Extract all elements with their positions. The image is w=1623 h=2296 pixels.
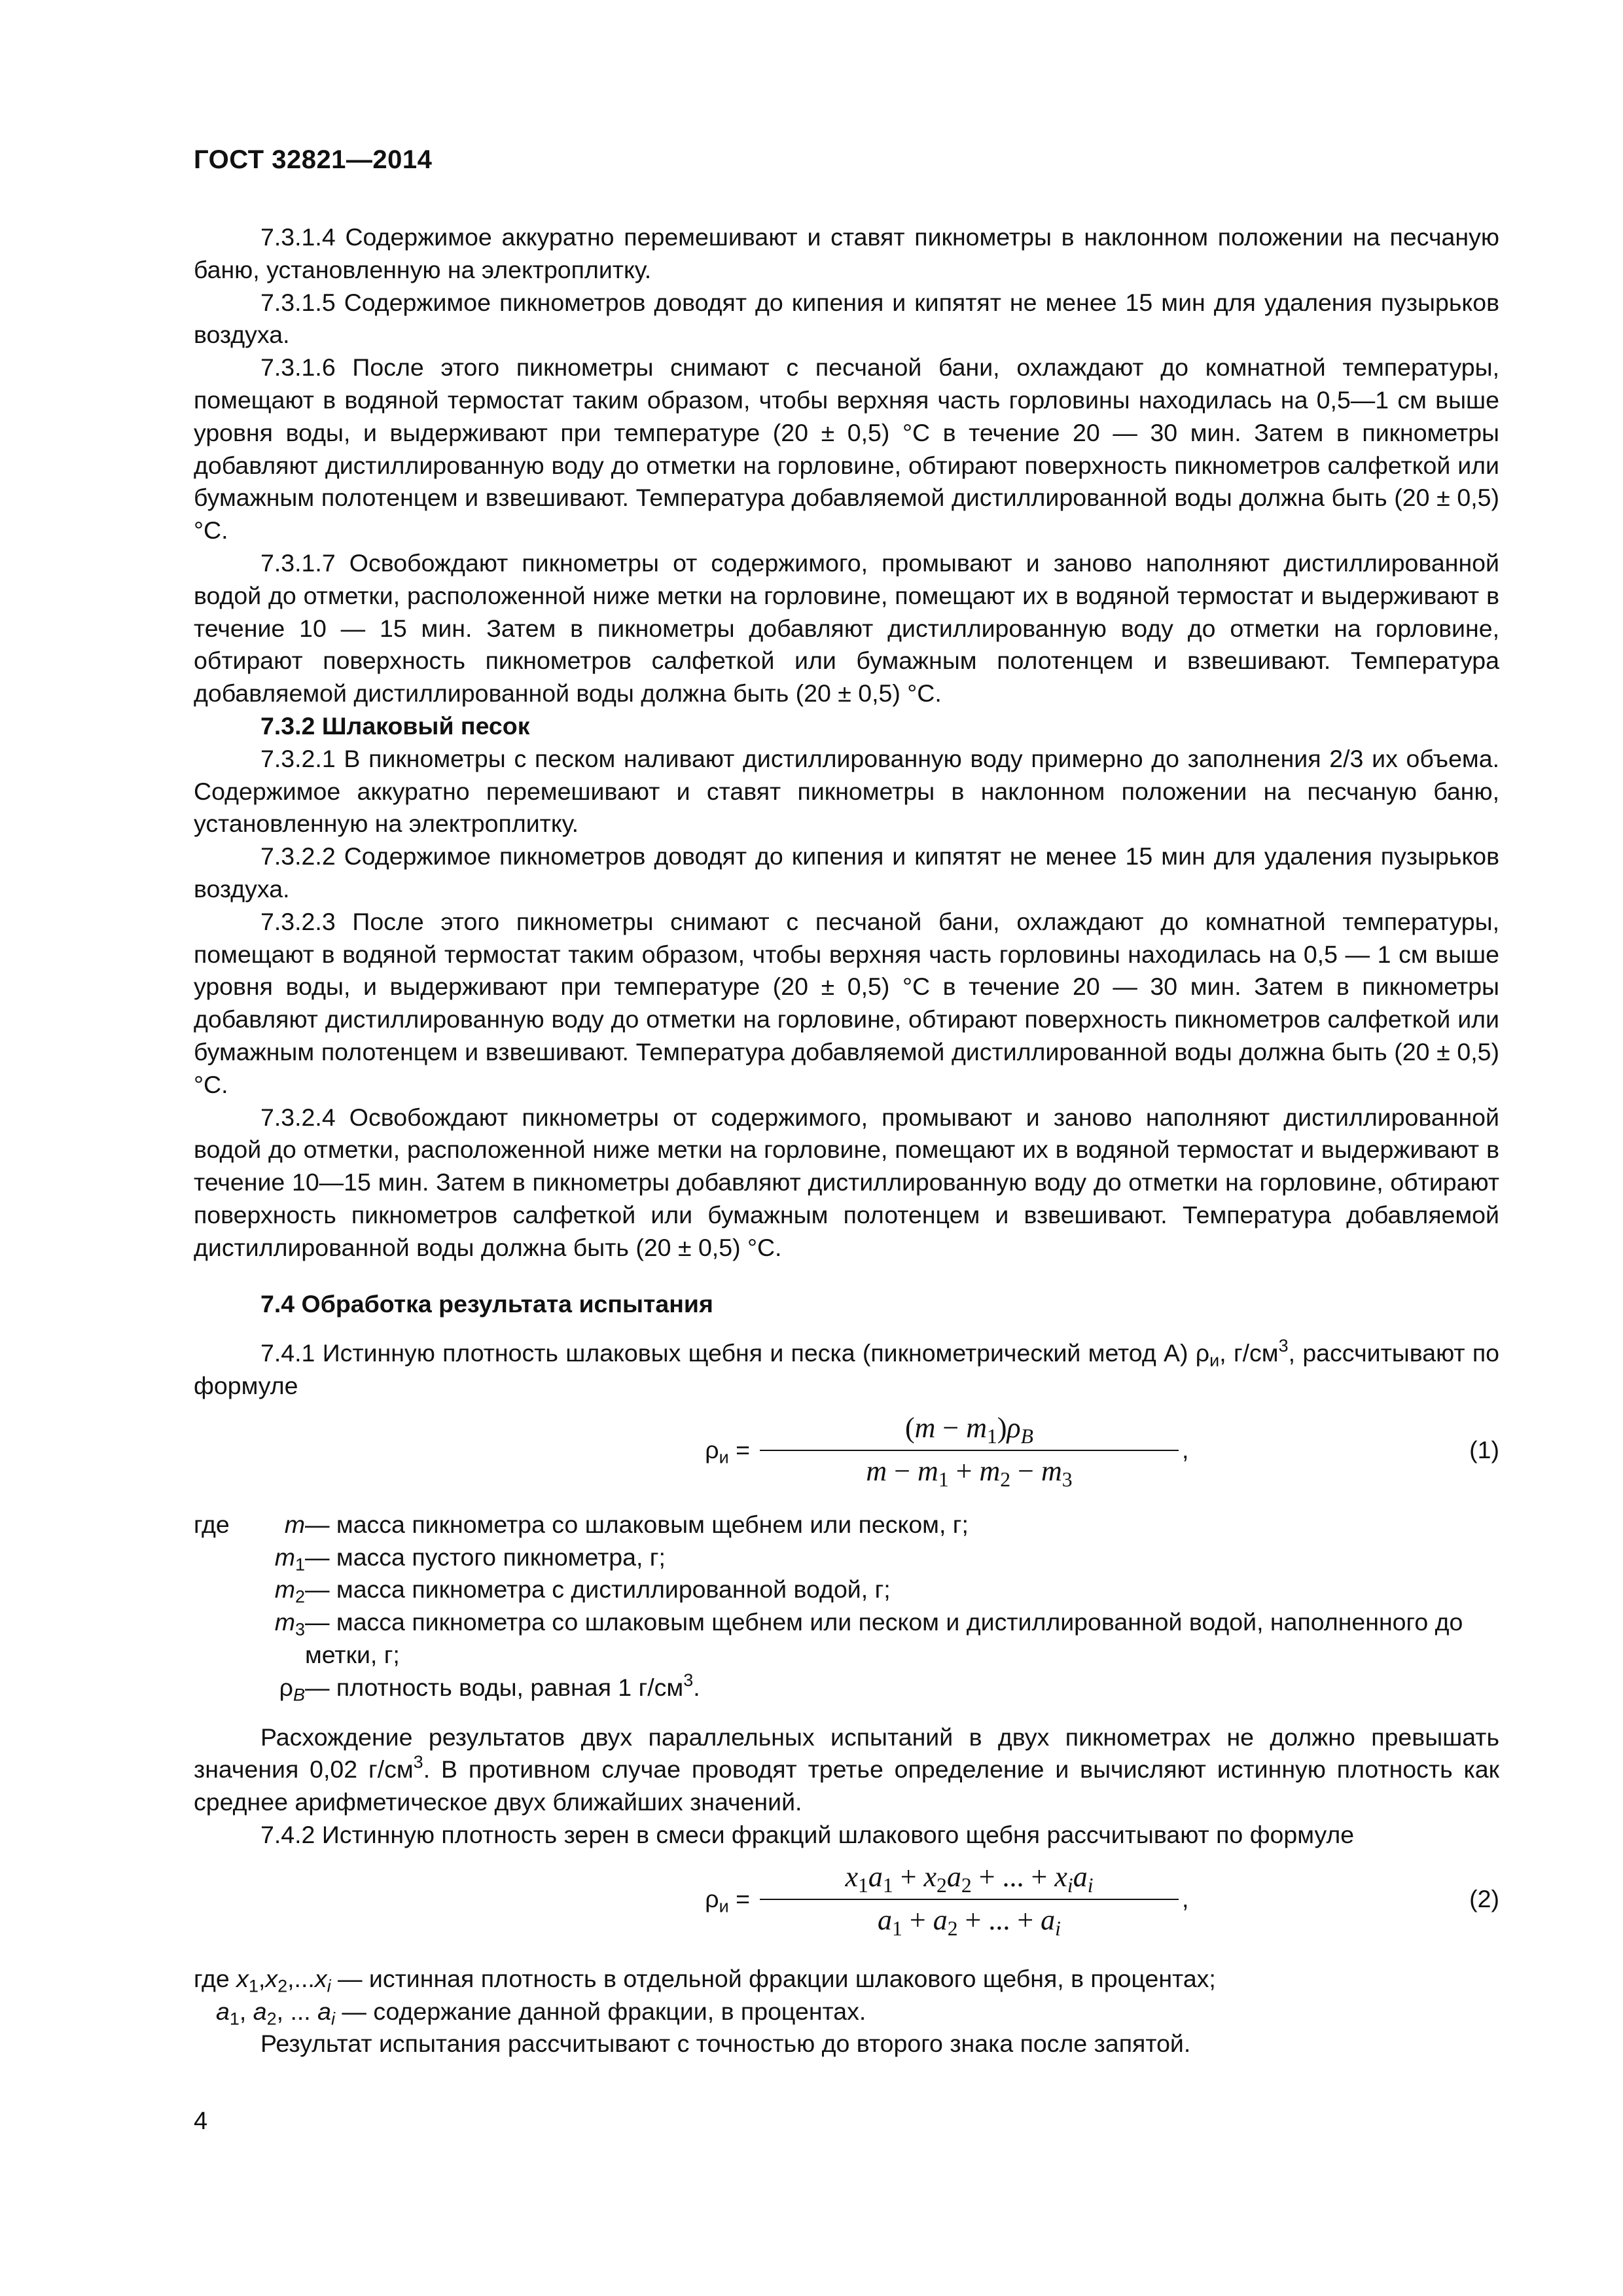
symbol-rho-water: $\rho_В$ (279, 1673, 305, 1705)
paragraph-7-3-1-6: 7.3.1.6 После этого пикнометры снимают с песчаной бани, охлаждают до комнатной температуры, помещают в водяной термостат таким образом, чтобы верхняя часть горловины находилась на 0,5—1 см выше уровня воды, и выдерживают при температуре (20 ± 0,5) °С в течение 20 — 30 мин. Затем в пикнометры добавляют дистиллированную воду до отметки на горловине, обтирают поверхность пикнометров салфеткой или бумажным полотенцем и взвешивают. Температура добавляемой дистиллированной воды должна быть (20 ± 0,5) °С. (194, 353, 1499, 545)
definition-rho-water: $\rho_В$ — плотность воды, равная 1 $г/см^3$. (279, 1670, 700, 1705)
formula-2-denominator: $a_1 + a_2$ + ... + $a_i$ (878, 1903, 1061, 1940)
definition-m: где m — масса пикнометра со шлаковым щебнем или песком, г; (194, 1509, 1499, 1541)
formula-1-numerator: $(m - m_1)\rho_B$ (760, 1408, 1179, 1451)
paragraph-7-3-1-4: 7.3.1.4 Содержимое аккуратно перемешивают и ставят пикнометры в наклонном положении на песчаную баню, установленную на электроплитку. (194, 223, 1499, 283)
definition-m2: $m_2$ — масса пикнометра с дистиллированной водой, г; (194, 1573, 1499, 1606)
paragraph-7-4-1: 7.4.1 Истинную плотность шлаковых щебня и песка (пикнометрический метод А) $\rho_и$, $г/см^3$, рассчитывают по формуле (194, 1336, 1500, 1400)
formula-1-lhs: $\rho_и$ = (705, 1435, 750, 1467)
formula-2 (194, 1857, 1499, 1960)
formula-2-lhs: $\rho_и$ = (705, 1884, 750, 1916)
document-header: ГОСТ 32821—2014 (194, 145, 433, 174)
page-number: 4 (194, 2108, 208, 2135)
paragraph-7-4-2: 7.4.2 Истинную плотность зерен в смеси фракций шлакового щебня рассчитывают по формуле (260, 1821, 1355, 1849)
symbol-m3: $m_3$ (274, 1608, 305, 1640)
symbol-m: m (284, 1510, 305, 1538)
formula-1 (194, 1408, 1499, 1506)
formula-2-fraction (760, 1857, 1179, 1941)
definition-a: $a_1$, $a_2$, ... $a_i$ — содержание данной фракции, в процентах. (216, 1997, 866, 2029)
formula-2-comma: , (1182, 1884, 1189, 1912)
paragraph-7-3-2-4: 7.3.2.4 Освобождают пикнометры от содержимого, промывают и заново наполняют дистиллированной водой до отметки, расположенной ниже метки на горловине, помещают их в водяной термостат и выдерживают в течение 10—15 мин. Затем в пикнометры добавляют дистиллированную воду до отметки на горловине, обтирают поверхность пикнометров салфеткой или бумажным полотенцем и взвешивают. Температура добавляемой дистиллированной воды должна быть (20 ± 0,5) °С. (194, 1103, 1499, 1261)
paragraph-7-3-2-2: 7.3.2.2 Содержимое пикнометров доводят до кипения и кипятят не менее 15 мин для удаления пузырьков воздуха. (194, 842, 1499, 903)
definition-lead: где (194, 1510, 230, 1538)
section-heading-7-3-2: 7.3.2 Шлаковый песок (260, 711, 530, 740)
paragraph-7-3-1-7: 7.3.1.7 Освобождают пикнометры от содержимого, промывают и заново наполняют дистиллированной водой до отметки, расположенной ниже метки на горловине, помещают их в водяной термостат и выдерживают в течение 10 — 15 мин. Затем в пикнометры добавляют дистиллированную воду до отметки на горловине, обтирают поверхность пикнометров салфеткой или бумажным полотенцем и взвешивают. Температура добавляемой дистиллированной воды должна быть (20 ± 0,5) °С. (194, 548, 1499, 708)
paragraph-7-3-2-3: 7.3.2.3 После этого пикнометры снимают с песчаной бани, охлаждают до комнатной температуры, помещают в водяной термостат таким образом, чтобы верхняя часть горловины находилась на 0,5 — 1 см выше уровня воды, и выдерживают при температуре (20 ± 0,5) °С в течение 20 — 30 мин. Затем в пикнометры добавляют дистиллированную воду до отметки на горловине, обтирают поверхность пикнометров салфеткой или бумажным полотенцем и взвешивают. Температура добавляемой дистиллированной воды должна быть (20 ± 0,5) °С. (194, 907, 1499, 1098)
symbol-m1: $m_1$ (274, 1543, 305, 1575)
formula-1-definitions (194, 1509, 1499, 1704)
section-heading-7-4: 7.4 Обработка результата испытания (260, 1289, 713, 1318)
document-body (194, 221, 1499, 2060)
paragraph-7-3-1-5: 7.3.1.5 Содержимое пикнометров доводят до кипения и кипятят не менее 15 мин для удаления пузырьков воздуха. (194, 288, 1499, 349)
paragraph-7-3-2-1: 7.3.2.1 В пикнометры с песком наливают дистиллированную воду примерно до заполнения 2/3 их объема. Содержимое аккуратно перемешивают и ставят пикнометры в наклонном положении на песчаную баню, установленную на электроплитку. (194, 744, 1499, 838)
formula-1-denominator: $m - m_1 + m_2 - m_3$ (866, 1454, 1073, 1491)
paragraph-discrepancy: Расхождение результатов двух параллельных испытаний в двух пикнометрах не должно превышать значения 0,02 $г/см^3$. В противном случае проводят третье определение и вычисляют истинную плотность как среднее арифметическое двух ближайших значений. (194, 1723, 1499, 1816)
formula-2-numerator: $x_1a_1 + x_2a_2$ + ... + $x_ia_i$ (760, 1857, 1179, 1900)
symbol-m2: $m_2$ (274, 1575, 305, 1607)
formula-2-definitions (194, 1963, 1499, 2028)
formula-1-number: (1) (1469, 1435, 1499, 1463)
formula-2-number: (2) (1469, 1884, 1499, 1912)
definition-x: где $x_1,x_2,...x_i$ — истинная плотность в отдельной фракции шлакового щебня, в процентах; (194, 1964, 1216, 1996)
formula-1-fraction (760, 1408, 1179, 1492)
definition-m1: $m_1$ — масса пустого пикнометра, г; (194, 1541, 1499, 1574)
definition-m3: $m_3$ — масса пикнометра со шлаковым щебнем или песком и дистиллированной водой, наполненного до метки, г; (194, 1606, 1499, 1672)
paragraph-result: Результат испытания рассчитывают с точностью до второго знака после запятой. (260, 2030, 1191, 2058)
formula-1-comma: , (1182, 1435, 1189, 1463)
